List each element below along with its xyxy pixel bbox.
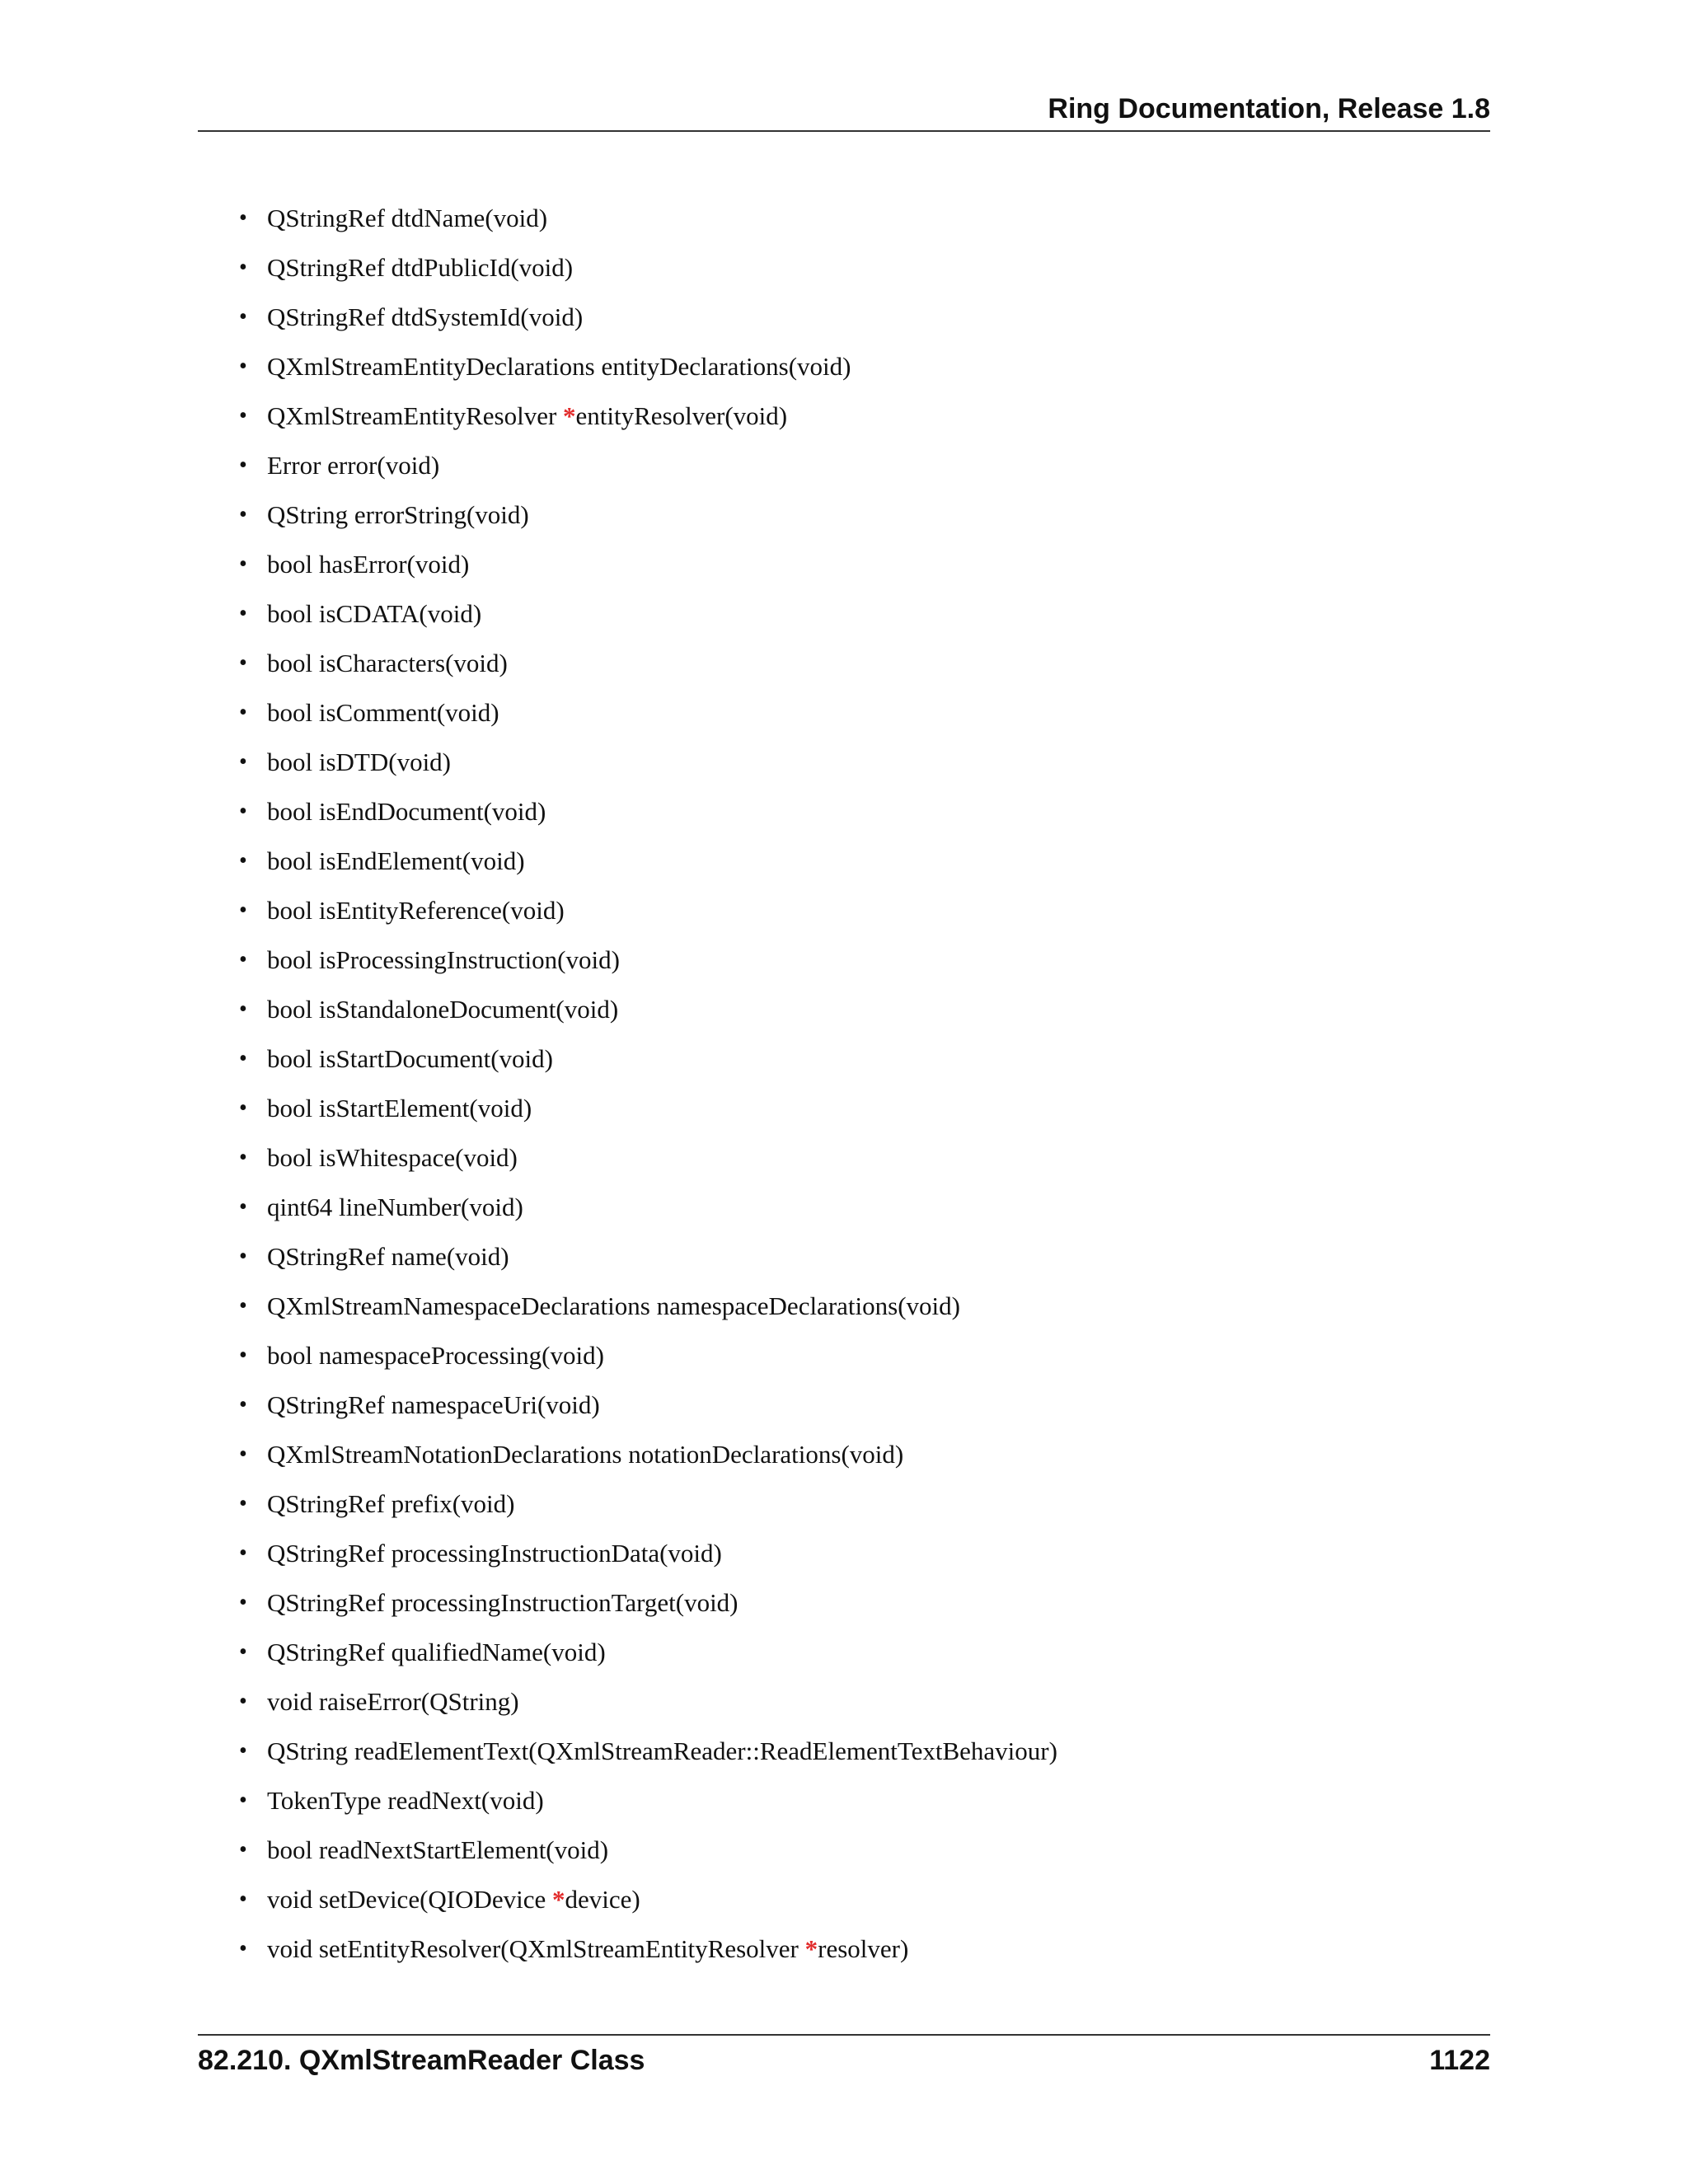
bullet-icon: • <box>239 205 247 231</box>
bullet-icon: • <box>239 1491 247 1516</box>
method-signature-text: bool isEntityReference(void) <box>267 896 565 925</box>
bullet-icon: • <box>239 996 247 1022</box>
method-signature-text: QStringRef dtdPublicId(void) <box>267 253 574 282</box>
method-signature-text: entityResolver(void) <box>575 401 788 430</box>
bullet-icon: • <box>239 1788 247 1813</box>
method-list-container <box>239 194 1492 1974</box>
bullet-icon: • <box>239 947 247 972</box>
method-signature-text: Error error(void) <box>267 451 440 480</box>
method-signature-text: bool isWhitespace(void) <box>267 1143 518 1172</box>
method-signature-text: QXmlStreamEntityDeclarations entityDeclarations(void) <box>267 352 851 381</box>
method-signature-text: void raiseError(QString) <box>267 1687 519 1716</box>
method-signature-text: qint64 lineNumber(void) <box>267 1193 523 1221</box>
list-item <box>239 391 1492 441</box>
bullet-icon: • <box>239 1046 247 1071</box>
method-signature-text: QString errorString(void) <box>267 500 529 529</box>
method-signature-text: TokenType readNext(void) <box>267 1786 544 1815</box>
method-signature-text: bool isDTD(void) <box>267 748 452 776</box>
method-signature-text: bool isProcessingInstruction(void) <box>267 945 620 974</box>
bullet-icon: • <box>239 1639 247 1665</box>
bullet-icon: • <box>239 700 247 725</box>
bullet-icon: • <box>239 1837 247 1863</box>
list-item <box>239 1875 1492 1924</box>
list-item <box>239 1677 1492 1727</box>
bullet-icon: • <box>239 601 247 626</box>
method-signature-text: QXmlStreamNotationDeclarations notationDeclarations(void) <box>267 1440 904 1469</box>
list-item <box>239 688 1492 738</box>
bullet-icon: • <box>239 551 247 577</box>
list-item <box>239 1529 1492 1578</box>
list-item <box>239 1727 1492 1776</box>
list-item <box>239 1183 1492 1232</box>
bullet-icon: • <box>239 1343 247 1368</box>
method-signature-text: QStringRef namespaceUri(void) <box>267 1390 600 1419</box>
method-signature-text: QStringRef processingInstructionData(void) <box>267 1539 722 1568</box>
bullet-icon: • <box>239 403 247 429</box>
method-signature-text: QXmlStreamNamespaceDeclarations namespaceDeclarations(void) <box>267 1291 960 1320</box>
pointer-asterisk: * <box>804 1934 818 1963</box>
list-item <box>239 1776 1492 1825</box>
bullet-icon: • <box>239 1540 247 1566</box>
bullet-icon: • <box>239 1244 247 1269</box>
bullet-icon: • <box>239 799 247 824</box>
list-item <box>239 738 1492 787</box>
list-item <box>239 194 1492 243</box>
method-signature-text: QStringRef dtdSystemId(void) <box>267 302 584 331</box>
list-item <box>239 1380 1492 1430</box>
method-signature-text: bool isEndElement(void) <box>267 846 525 875</box>
method-signature-text: bool namespaceProcessing(void) <box>267 1341 604 1370</box>
bullet-icon: • <box>239 354 247 379</box>
list-item <box>239 243 1492 293</box>
list-item <box>239 1282 1492 1331</box>
list-item <box>239 589 1492 639</box>
document-title: Ring Documentation, Release 1.8 <box>1048 93 1490 124</box>
method-signature-text: QStringRef prefix(void) <box>267 1489 515 1518</box>
method-signature-text: device) <box>565 1885 640 1914</box>
list-item <box>239 1133 1492 1183</box>
list-item <box>239 540 1492 589</box>
list-item <box>239 1034 1492 1084</box>
bullet-icon: • <box>239 1936 247 1961</box>
bullet-icon: • <box>239 848 247 874</box>
bullet-icon: • <box>239 749 247 775</box>
list-item <box>239 1331 1492 1380</box>
page-header <box>198 91 1490 132</box>
method-signature-text: bool isStartDocument(void) <box>267 1044 553 1073</box>
method-signature-text: void setDevice(QIODevice <box>267 1885 553 1914</box>
list-item <box>239 639 1492 688</box>
list-item <box>239 985 1492 1034</box>
bullet-icon: • <box>239 1738 247 1764</box>
list-item <box>239 1825 1492 1875</box>
bullet-icon: • <box>239 502 247 527</box>
method-signature-text: bool isStandaloneDocument(void) <box>267 995 619 1024</box>
method-signature-text: QString readElementText(QXmlStreamReader::ReadElementTextBehaviour) <box>267 1736 1057 1765</box>
section-title: 82.210. QXmlStreamReader Class <box>198 2045 645 2076</box>
method-signature-text: QStringRef name(void) <box>267 1242 509 1271</box>
method-signature-text: QStringRef dtdName(void) <box>267 204 548 232</box>
list-item <box>239 342 1492 391</box>
bullet-icon: • <box>239 1392 247 1418</box>
method-signature-text: bool isCDATA(void) <box>267 599 482 628</box>
list-item <box>239 490 1492 540</box>
bullet-icon: • <box>239 898 247 923</box>
method-signature-text: bool isStartElement(void) <box>267 1094 532 1122</box>
page-footer <box>198 2034 1490 2080</box>
bullet-icon: • <box>239 1095 247 1121</box>
method-signature-text: QXmlStreamEntityResolver <box>267 401 564 430</box>
method-signature-text: bool readNextStartElement(void) <box>267 1835 609 1864</box>
bullet-icon: • <box>239 255 247 280</box>
bullet-icon: • <box>239 650 247 676</box>
bullet-icon: • <box>239 1145 247 1170</box>
page-number: 1122 <box>1429 2045 1490 2076</box>
list-item <box>239 886 1492 935</box>
method-signature-text: void setEntityResolver(QXmlStreamEntityResolver <box>267 1934 805 1963</box>
method-signature-text: QStringRef processingInstructionTarget(void) <box>267 1588 738 1617</box>
list-item <box>239 787 1492 837</box>
method-signature-text: resolver) <box>818 1934 909 1963</box>
bullet-icon: • <box>239 1590 247 1615</box>
list-item <box>239 1084 1492 1133</box>
list-item <box>239 1232 1492 1282</box>
list-item <box>239 1578 1492 1628</box>
bullet-icon: • <box>239 1194 247 1220</box>
method-signature-text: bool hasError(void) <box>267 550 470 579</box>
method-signature-text: bool isEndDocument(void) <box>267 797 546 826</box>
method-signature-text: QStringRef qualifiedName(void) <box>267 1638 606 1666</box>
method-signature-text: bool isComment(void) <box>267 698 499 727</box>
list-item <box>239 935 1492 985</box>
bullet-icon: • <box>239 452 247 478</box>
list-item <box>239 837 1492 886</box>
list-item <box>239 293 1492 342</box>
list-item <box>239 1430 1492 1479</box>
method-list <box>239 194 1492 1974</box>
pointer-asterisk: * <box>552 1885 565 1914</box>
list-item <box>239 1628 1492 1677</box>
list-item <box>239 441 1492 490</box>
bullet-icon: • <box>239 1441 247 1467</box>
bullet-icon: • <box>239 1886 247 1912</box>
list-item <box>239 1924 1492 1974</box>
list-item <box>239 1479 1492 1529</box>
method-signature-text: bool isCharacters(void) <box>267 649 508 677</box>
bullet-icon: • <box>239 1689 247 1714</box>
pointer-asterisk: * <box>563 401 576 430</box>
bullet-icon: • <box>239 304 247 330</box>
bullet-icon: • <box>239 1293 247 1319</box>
